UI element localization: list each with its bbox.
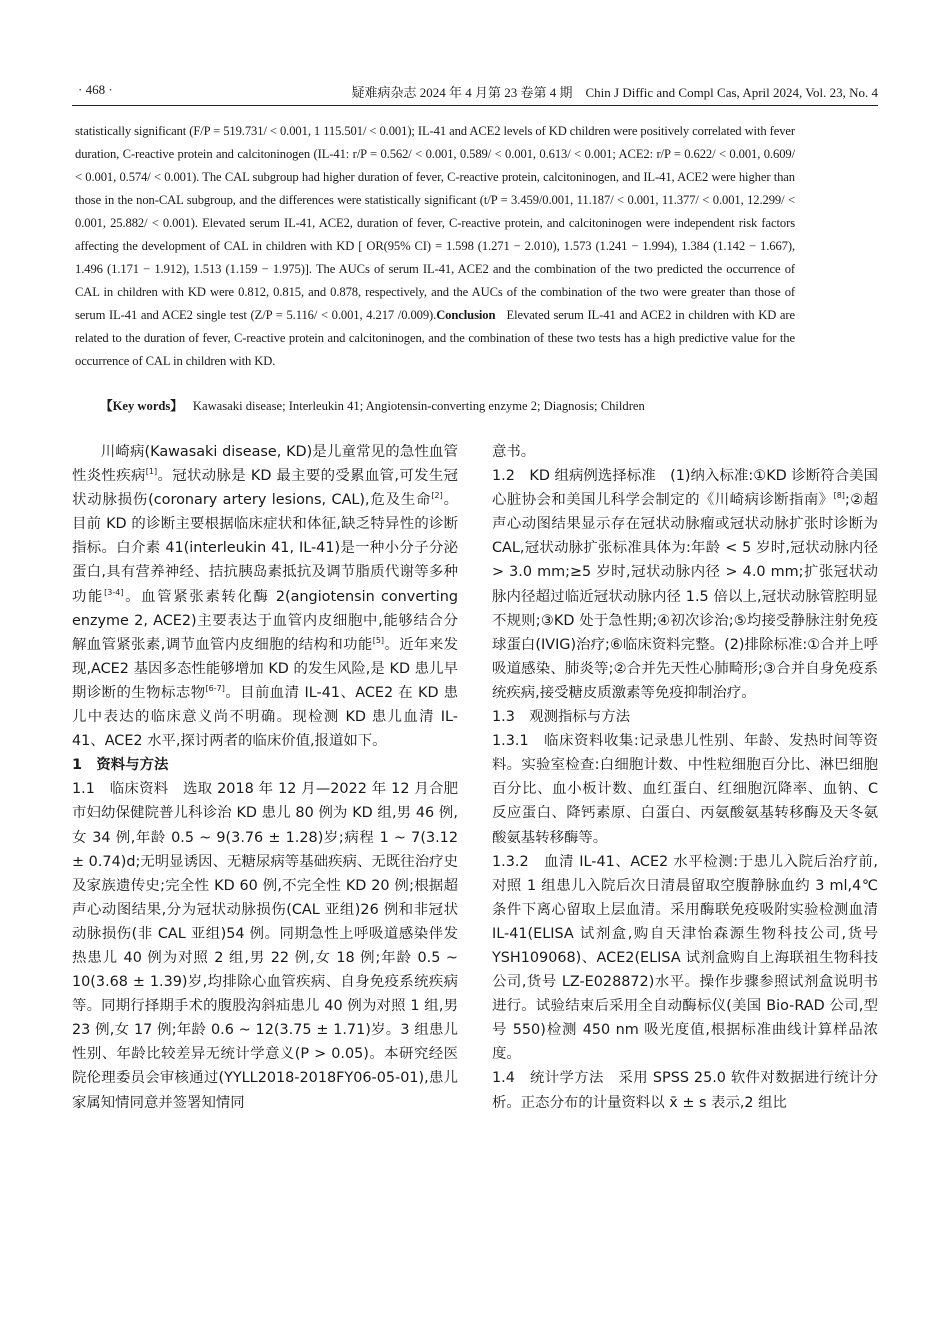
- section-1-3-1: 1.3.1 临床资料收集:记录患儿性别、年龄、发热时间等资料。实验室检查:白细胞计数、中性粒细胞百分比、淋巴细胞百分比、血小板计数、血红蛋白、红细胞沉降率、血钠、C 反应蛋白、降钙素原、白蛋白、丙氨酸氨基转移酶及天冬氨酸氨基转移酶等。: [492, 733, 878, 846]
- ref-4: [5]: [372, 635, 385, 645]
- journal-citation: 疑难病杂志 2024 年 4 月第 23 卷第 4 期 Chin J Diffic and Compl Cas, April 2024, Vol. 23, No. 4: [351, 85, 878, 100]
- right-column: [492, 440, 878, 1115]
- ref-1: [1]: [145, 467, 158, 477]
- english-abstract: [75, 120, 795, 373]
- keywords: [100, 396, 800, 416]
- conclusion-label: Conclusion: [436, 308, 496, 322]
- ref-8: [8]: [833, 491, 845, 501]
- intro-text-2: 。冠状动脉是 KD 最主要的受累血管,可发生冠状动脉损伤(coronary artery lesions, CAL),危及生命: [72, 468, 458, 509]
- section-1-1: 1.1 临床资料 选取 2018 年 12 月—2022 年 12 月合肥市妇幼保健院普儿科诊治 KD 患儿 80 例为 KD 组,男 46 例,女 34 例,年龄 0.5 ~ 9(3.76 ± 1.28)岁;病程 1 ~ 7(3.12 ± 0.74)d;无明显诱因、无糖尿病等基础疾病、无既往治疗史及家族遗传史;完全性 KD 60 例,不完全性 KD 20 例;根据超声心动图结果,分为冠状动脉损伤(CAL 亚组)26 例和非冠状动脉损伤(非 CAL 亚组)54 例。同期急性上呼吸道感染伴发热患儿 40 例为对照 2 组,男 22 例,女 18 例;年龄 0.5 ~ 10(3.68 ± 1.39)岁,均排除心血管疾病、自身免疫系统疾病等。同期行择期手术的腹股沟斜疝患儿 40 例为对照 1 组,男 23 例,女 17 例;年龄 0.6 ~ 12(3.75 ± 1.71)岁。3 组患儿性别、年龄比较差异无统计学意义(P > 0.05)。本研究经医院伦理委员会审核通过(YYLL2018-2018FY06-05-01),患儿家属知情同意并签署知情同: [72, 781, 458, 1111]
- keywords-label: 【Key words】: [100, 399, 183, 413]
- intro-text-5: 。近年来发现,ACE2 基因多态性能够增加 KD 的发生风险,是 KD 患儿早期诊断的生物标志物: [72, 636, 458, 701]
- header-rule: [72, 105, 878, 106]
- abstract-results: statistically significant (F/P = 519.731/ < 0.001, 1 115.501/ < 0.001); IL-41 and ACE2 levels of KD children were positively correlated with fever duration, C-reactive protein and calcitoninogen (IL-41: r/P = 0.562/ < 0.001, 0.589/ < 0.001, 0.613/ < 0.001; ACE2: r/P = 0.622/ < 0.001, 0.609/ < 0.001, 0.574/ < 0.001). The CAL subgroup had higher duration of fever, C-reactive protein, calcitoninogen, and IL-41, ACE2 were higher than those in the non-CAL subgroup, and the differences were statistically significant (t/P = 3.459/0.001, 11.187/ < 0.001, 11.377/ < 0.001, 12.299/ < 0.001, 25.882/ < 0.001). Elevated serum IL-41, ACE2, duration of fever, C-reactive protein, and calcitoninogen were independent risk factors affecting the development of CAL in children with KD [ OR(95% CI) = 1.598 (1.271 − 2.010), 1.573 (1.241 − 1.994), 1.384 (1.142 − 1.667), 1.496 (1.171 − 1.912), 1.513 (1.159 − 1.975)]. The AUCs of serum IL-41, ACE2 and the combination of the two predicted the occurrence of CAL in children with KD were 0.812, 0.815, and 0.878, respectively, and the AUCs of the combination of the two were greater than those of serum IL-41 and ACE2 single test (Z/P = 5.116/ < 0.001, 4.217 /0.009).: [75, 124, 795, 322]
- section-1-4: 1.4 统计学方法 采用 SPSS 25.0 软件对数据进行统计分析。正态分布的计量资料以 x̄ ± s 表示,2 组比: [492, 1070, 878, 1111]
- page-number: · 468 ·: [78, 82, 113, 97]
- keywords-text: Kawasaki disease; Interleukin 41; Angiotensin-converting enzyme 2; Diagnosis; Children: [192, 399, 645, 413]
- running-header: [72, 82, 878, 104]
- section-1-2-text: 1.2 KD 组病例选择标准 (1)纳入标准:①KD 诊断符合美国心脏协会和美国儿科学会制定的《川崎病诊断指南》: [492, 468, 878, 509]
- section-1-3-2: 1.3.2 血清 IL-41、ACE2 水平检测:于患儿入院后治疗前,对照 1 组患儿入院后次日清晨留取空腹静脉血约 3 ml,4℃条件下离心留取上层血清。采用酶联免疫吸附实验检测血清 IL-41(ELISA 试剂盒,购自天津怡森源生物科技公司,货号 YSH109068)、ACE2(ELISA 试剂盒购自上海联祖生物科技公司,货号 LZ-E028872)水平。操作步骤参照试剂盒说明书进行。试验结束后采用全自动酶标仪(美国 Bio-RAD 公司,型号 550)检测 450 nm 吸光度值,根据标准曲线计算样品浓度。: [492, 853, 878, 1063]
- section-1-2: [492, 464, 878, 705]
- ref-3: [3-4]: [104, 587, 124, 597]
- intro-text-4: 。血管紧张素转化酶 2(angiotensin converting enzyme 2, ACE2)主要表达于血管内皮细胞中,能够结合分解血管紧张素,调节血管内皮细胞的结构和功能: [72, 588, 458, 653]
- intro-text-1: 川崎病(Kawasaki disease, KD)是儿童常见的急性血管性炎性疾病: [72, 444, 458, 485]
- intro-text-3: 。目前 KD 的诊断主要根据临床症状和体征,缺乏特异性的诊断指标。白介素 41(interleukin 41, IL-41)是一种小分子分泌蛋白,具有营养神经、拮抗胰岛素抵抗及调节脂质代谢等多种功能: [72, 492, 458, 605]
- section-1-3: 1.3 观测指标与方法: [492, 709, 631, 726]
- intro-paragraph: [72, 440, 458, 753]
- intro-text-6: 。目前血清 IL-41、ACE2 在 KD 患儿中表达的临床意义尚不明确。现检测 KD 患儿血清 IL-41、ACE2 水平,探讨两者的临床价值,报道如下。: [72, 684, 458, 750]
- ref-5: [6-7]: [205, 684, 225, 694]
- left-column: [72, 440, 458, 1115]
- ref-2: [2]: [431, 491, 443, 501]
- section-heading-1: 1 资料与方法: [72, 757, 169, 774]
- continuation-text: 意书。: [492, 444, 536, 460]
- conclusion-text: Elevated serum IL-41 and ACE2 in children with KD are related to the duration of fever, C-reactive protein and calcitoninogen, and the combination of these two tests has a high predictive value for the occurrence of CAL in children with KD.: [75, 308, 795, 368]
- section-1-2-text-b: ;②超声心动图结果显示存在冠状动脉瘤或冠状动脉扩张时诊断为 CAL,冠状动脉扩张标准具体为:年龄 < 5 岁时,冠状动脉内径 > 3.0 mm;≥5 岁时,冠状动脉内径 > 4.0 mm;扩张冠状动脉内径超过临近冠状动脉内径 1.5 倍以上,冠状动脉管腔明显不规则;③KD 处于急性期;④初次诊治;⑤均接受静脉注射免疫球蛋白(IVIG)治疗;⑥临床资料完整。(2)排除标准:①合并上呼吸道感染、肺炎等;②合并先天性心肺畸形;③合并自身免疫系统疾病,接受糖皮质激素等免疫抑制治疗。: [492, 492, 878, 701]
